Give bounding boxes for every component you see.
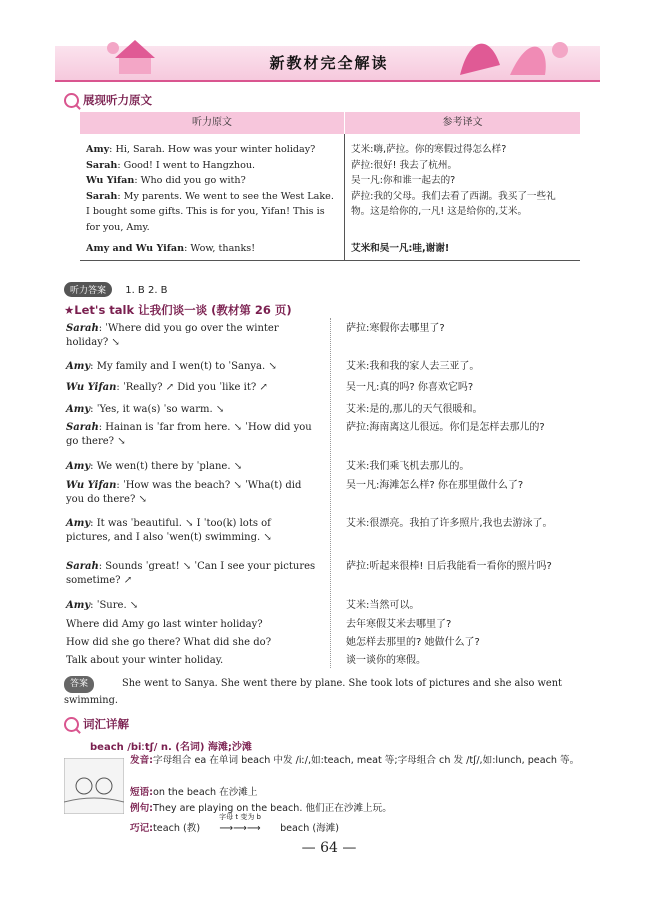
- talk-line-en: Sarah: ˈWhere did you go over the winter holiday? ↘: [66, 323, 279, 348]
- talk-line-en: Sarah: Sounds ˈgreat! ↘ ˈCan I see your pictures sometime? ↗: [66, 561, 316, 586]
- question-en: Talk about your winter holiday.: [66, 655, 224, 666]
- question-en: How did she go there? What did she do?: [66, 637, 272, 648]
- section-heading-vocab: 词汇详解: [64, 716, 129, 732]
- table-cell-en: Sarah: My parents. We went to see the West Lake. I bought some gifts. This is for you, Yifan! This is for you, Amy.: [80, 189, 345, 236]
- vocab-word: beach /biːtʃ/ n. (名词) 海滩;沙滩: [90, 742, 252, 753]
- talk-line-zh: 萨拉:海南离这儿很远。你们是怎样去那儿的?: [346, 422, 545, 433]
- talk-line-en: Sarah: Hainan is ˈfar from here. ↘ ˈHow did you go there? ↘: [66, 422, 312, 447]
- question-zh: 她怎样去那里的? 她做什么了?: [346, 637, 480, 648]
- talk-line-en: Amy: It was ˈbeautiful. ↘ I ˈtoo(k) lots of pictures, and I also ˈwen(t) swimming. ↘: [66, 518, 272, 543]
- talk-line-zh: 吴一凡:海滩怎么样? 你在那里做什么了?: [346, 480, 524, 491]
- listening-answers: 听力答案 1. B 2. B: [64, 282, 168, 297]
- talk-answers: 答案 She went to Sanya. She went there by plane. She took lots of pictures and she also went swimming.: [64, 678, 562, 706]
- question-zh: 去年寒假艾米去哪里了?: [346, 619, 452, 630]
- talk-line-zh: 萨拉:听起来很棒! 日后我能看一看你的照片吗?: [346, 561, 552, 572]
- page-title: 新教材完全解读: [269, 54, 389, 72]
- table-cell-zh: 萨拉:我的父母。我们去看了西湖。我买了一些礼物。这是给你的,一凡! 这是给你的,艾米。: [351, 190, 556, 217]
- table-cell-en: Wu Yifan: Who did you go with?: [80, 173, 345, 189]
- vocab-pronunciation: 发音:字母组合 ea 在单词 beach 中发 /iː/,如:teach, meat 等;字母组合 ch 发 /tʃ/,如:lunch, peach 等。: [130, 755, 580, 766]
- talk-line-zh: 艾米:当然可以。: [346, 600, 420, 611]
- table-cell-zh: 艾米:嗨,萨拉。你的寒假过得怎么样?: [351, 144, 507, 155]
- talk-line-en: Wu Yifan: ˈReally? ↗ Did you ˈlike it? ↗: [66, 382, 268, 393]
- answer-badge: 听力答案: [64, 282, 112, 297]
- talk-line-zh: 吴一凡:真的吗? 你喜欢它吗?: [346, 382, 474, 393]
- section-heading-talk: ★Let's talk 让我们谈一谈 (教材第 26 页): [64, 303, 292, 317]
- table-cell-zh: 艾米和吴一凡:哇,谢谢!: [345, 235, 581, 260]
- table-cell-en: Sarah: Good! I went to Hangzhou.: [80, 158, 345, 174]
- col-header-en: 听力原文: [80, 112, 345, 134]
- magnifier-icon: [64, 717, 79, 732]
- talk-line-zh: 萨拉:寒假你去哪里了?: [346, 323, 445, 334]
- table-cell-zh: 吴一凡:你和谁一起去的?: [351, 175, 456, 186]
- table-cell-en: Amy: Hi, Sarah. How was your winter holiday?: [80, 134, 345, 158]
- beach-illustration-icon: [64, 758, 124, 814]
- talk-line-en: Amy: We wen(t) there by ˈplane. ↘: [66, 461, 243, 472]
- talk-line-en: Amy: ˈYes, it wa(s) ˈso warm. ↘: [66, 404, 225, 415]
- question-zh: 谈一谈你的寒假。: [346, 655, 426, 666]
- table-cell-en: Amy and Wu Yifan: Wow, thanks!: [80, 235, 345, 260]
- question-en: Where did Amy go last winter holiday?: [66, 619, 263, 630]
- vocab-example: 例句:They are playing on the beach. 他们正在沙滩上玩。: [130, 803, 392, 814]
- magnifier-icon: [64, 93, 79, 108]
- col-header-zh: 参考译文: [345, 112, 581, 134]
- listening-table: [80, 112, 580, 261]
- talk-line-zh: 艾米:很漂亮。我拍了许多照片,我也去游泳了。: [346, 518, 553, 529]
- answer-badge: 答案: [64, 676, 94, 693]
- talk-line-zh: 艾米:我们乘飞机去那儿的。: [346, 461, 470, 472]
- talk-line-en: Amy: My family and I wen(t) to ˈSanya. ↘: [66, 361, 277, 372]
- column-divider: [330, 318, 331, 668]
- table-cell-zh: 萨拉:很好! 我去了杭州。: [351, 159, 458, 171]
- talk-line-zh: 艾米:是的,那儿的天气很暖和。: [346, 404, 483, 415]
- section-heading-listening: 展现听力原文: [64, 92, 152, 108]
- vocab-phrase: 短语:on the beach 在沙滩上: [130, 787, 258, 798]
- page-number: — 64 —: [301, 840, 357, 856]
- talk-line-en: Amy: ˈSure. ↘: [66, 600, 139, 611]
- talk-line-en: Wu Yifan: ˈHow was the beach? ↘ ˈWha(t) did you do there? ↘: [66, 480, 302, 505]
- talk-line-zh: 艾米:我和我的家人去三亚了。: [346, 361, 480, 372]
- vocab-memo: 巧记:teach (教) 字母 t 变为 b ⟶⟶⟶ beach (海滩): [130, 813, 340, 834]
